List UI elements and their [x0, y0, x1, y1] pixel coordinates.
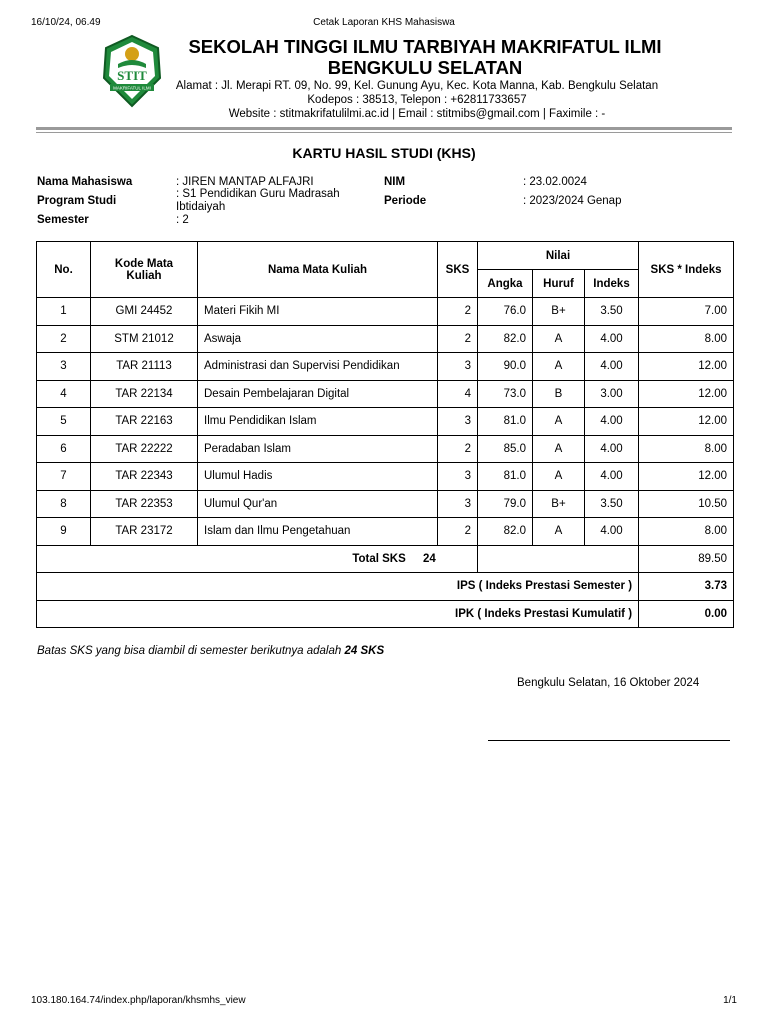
table-row [37, 435, 734, 463]
cell-huruf: A [533, 325, 585, 353]
sks-limit-note-text: Batas SKS yang bisa diambil di semester berikutnya adalah [37, 645, 345, 657]
header-no: No. [37, 242, 91, 298]
cell-angka: 81.0 [478, 408, 533, 436]
cell-nama: Peradaban Islam [198, 435, 438, 463]
cell-kode: TAR 21113 [91, 353, 198, 381]
ipk-value: 0.00 [639, 600, 734, 628]
school-name-line2: BENGKULU SELATAN [327, 57, 523, 78]
cell-sks: 3 [438, 353, 478, 381]
table-row [37, 463, 734, 491]
cell-sks-indeks: 12.00 [639, 408, 734, 436]
cell-nama: Ilmu Pendidikan Islam [198, 408, 438, 436]
ips-value: 3.73 [639, 573, 734, 601]
header-angka: Angka [478, 270, 533, 298]
cell-nama: Materi Fikih MI [198, 298, 438, 326]
table-row [37, 353, 734, 381]
total-row [37, 545, 734, 573]
header-sks-indeks: SKS * Indeks [639, 242, 734, 298]
cell-indeks: 3.00 [585, 380, 639, 408]
cell-huruf: A [533, 435, 585, 463]
cell-no: 7 [37, 463, 91, 491]
svg-text:STIT: STIT [117, 68, 147, 83]
semester-label: Semester [37, 214, 89, 226]
header-nama: Nama Mata Kuliah [198, 242, 438, 298]
cell-sks: 3 [438, 408, 478, 436]
total-sks-value: 24 [423, 552, 436, 565]
cell-kode: TAR 22163 [91, 408, 198, 436]
cell-indeks: 3.50 [585, 298, 639, 326]
cell-angka: 90.0 [478, 353, 533, 381]
print-page-number: 1/1 [723, 995, 737, 1006]
document-title: KARTU HASIL STUDI (KHS) [292, 145, 476, 161]
nim-value: : 23.02.0024 [523, 176, 587, 188]
cell-sks: 2 [438, 325, 478, 353]
khs-table-body [37, 298, 734, 546]
cell-sks-indeks: 8.00 [639, 518, 734, 546]
print-header [31, 17, 737, 31]
cell-sks-indeks: 12.00 [639, 463, 734, 491]
cell-kode: STM 21012 [91, 325, 198, 353]
cell-huruf: B+ [533, 298, 585, 326]
total-sks-label-text: Total SKS [352, 552, 406, 565]
sks-limit-note [37, 645, 384, 657]
cell-angka: 82.0 [478, 325, 533, 353]
cell-indeks: 4.00 [585, 435, 639, 463]
cell-indeks: 4.00 [585, 353, 639, 381]
cell-sks: 2 [438, 435, 478, 463]
cell-nama: Ulumul Qur'an [198, 490, 438, 518]
cell-huruf: A [533, 463, 585, 491]
nim-label: NIM [384, 176, 406, 188]
ips-label: IPS ( Indeks Prestasi Semester ) [37, 573, 639, 601]
print-datetime: 16/10/24, 06.49 [31, 17, 101, 28]
table-row [37, 490, 734, 518]
cell-kode: GMI 24452 [91, 298, 198, 326]
cell-sks: 4 [438, 380, 478, 408]
cell-angka: 79.0 [478, 490, 533, 518]
cell-angka: 76.0 [478, 298, 533, 326]
cell-no: 9 [37, 518, 91, 546]
signature-line [488, 740, 730, 741]
student-name-label: Nama Mahasiswa [37, 176, 133, 188]
cell-sks-indeks: 8.00 [639, 325, 734, 353]
cell-nama: Desain Pembelajaran Digital [198, 380, 438, 408]
school-logo [98, 34, 166, 110]
cell-sks-indeks: 7.00 [639, 298, 734, 326]
cell-kode: TAR 22222 [91, 435, 198, 463]
cell-huruf: A [533, 353, 585, 381]
student-name-value: : JIREN MANTAP ALFAJRI [176, 176, 314, 188]
total-sks-indeks: 89.50 [639, 545, 734, 573]
periode-value: : 2023/2024 Genap [523, 195, 622, 207]
school-name-line1: SEKOLAH TINGGI ILMU TARBIYAH MAKRIFATUL ILMI [188, 36, 662, 57]
cell-angka: 82.0 [478, 518, 533, 546]
cell-sks: 2 [438, 298, 478, 326]
table-row [37, 408, 734, 436]
cell-nama: Islam dan Ilmu Pengetahuan [198, 518, 438, 546]
cell-angka: 85.0 [478, 435, 533, 463]
cell-sks: 3 [438, 490, 478, 518]
cell-angka: 81.0 [478, 463, 533, 491]
cell-huruf: A [533, 518, 585, 546]
cell-no: 2 [37, 325, 91, 353]
table-row [37, 298, 734, 326]
cell-no: 6 [37, 435, 91, 463]
header-nilai: Nilai [478, 242, 639, 270]
cell-huruf: B [533, 380, 585, 408]
cell-kode: TAR 23172 [91, 518, 198, 546]
cell-indeks: 4.00 [585, 518, 639, 546]
cell-no: 3 [37, 353, 91, 381]
cell-huruf: B+ [533, 490, 585, 518]
total-sks-label [37, 545, 478, 573]
header-kode: Kode Mata Kuliah [91, 242, 198, 298]
print-footer [31, 995, 737, 1009]
school-address: Alamat : Jl. Merapi RT. 09, No. 99, Kel. Gunung Ayu, Kec. Kota Manna, Kab. Bengkulu Selatan [175, 80, 659, 92]
svg-text:MAKRIFATUL ILMI: MAKRIFATUL ILMI [113, 85, 151, 91]
cell-sks-indeks: 10.50 [639, 490, 734, 518]
cell-no: 1 [37, 298, 91, 326]
cell-kode: TAR 22134 [91, 380, 198, 408]
cell-sks: 2 [438, 518, 478, 546]
cell-huruf: A [533, 408, 585, 436]
program-label: Program Studi [37, 195, 117, 207]
cell-sks-indeks: 12.00 [639, 380, 734, 408]
ipk-row [37, 600, 734, 628]
place-date: Bengkulu Selatan, 16 Oktober 2024 [517, 677, 700, 689]
header-sks: SKS [438, 242, 478, 298]
cell-no: 5 [37, 408, 91, 436]
table-row [37, 518, 734, 546]
cell-nama: Administrasi dan Supervisi Pendidikan [198, 353, 438, 381]
cell-angka: 73.0 [478, 380, 533, 408]
program-value: : S1 Pendidikan Guru Madrasah [176, 188, 340, 200]
cell-nama: Aswaja [198, 325, 438, 353]
cell-indeks: 4.00 [585, 408, 639, 436]
cell-indeks: 4.00 [585, 463, 639, 491]
cell-sks-indeks: 8.00 [639, 435, 734, 463]
ips-row [37, 573, 734, 601]
total-empty-cell [478, 545, 639, 573]
cell-indeks: 4.00 [585, 325, 639, 353]
sks-limit-value: 24 SKS [344, 645, 385, 657]
print-page-title: Cetak Laporan KHS Mahasiswa [313, 17, 455, 28]
cell-nama: Ulumul Hadis [198, 463, 438, 491]
khs-table [36, 241, 734, 628]
cell-no: 4 [37, 380, 91, 408]
cell-sks: 3 [438, 463, 478, 491]
cell-indeks: 3.50 [585, 490, 639, 518]
cell-kode: TAR 22343 [91, 463, 198, 491]
table-row [37, 380, 734, 408]
header-huruf: Huruf [533, 270, 585, 298]
school-contact: Kodepos : 38513, Telepon : +62811733657 [307, 94, 527, 106]
school-web: Website : stitmakrifatulilmi.ac.id | Email : stitmibs@gmail.com | Faximile : - [228, 108, 606, 120]
header-indeks: Indeks [585, 270, 639, 298]
header-divider [36, 127, 732, 130]
cell-no: 8 [37, 490, 91, 518]
cell-kode: TAR 22353 [91, 490, 198, 518]
periode-label: Periode [384, 195, 427, 207]
semester-value: : 2 [176, 214, 189, 226]
cell-sks-indeks: 12.00 [639, 353, 734, 381]
table-row [37, 325, 734, 353]
print-url: 103.180.164.74/index.php/laporan/khsmhs_view [31, 995, 246, 1006]
program-value-cont: Ibtidaiyah [176, 201, 226, 213]
header-divider-thin [36, 132, 732, 133]
ipk-label: IPK ( Indeks Prestasi Kumulatif ) [37, 600, 639, 628]
